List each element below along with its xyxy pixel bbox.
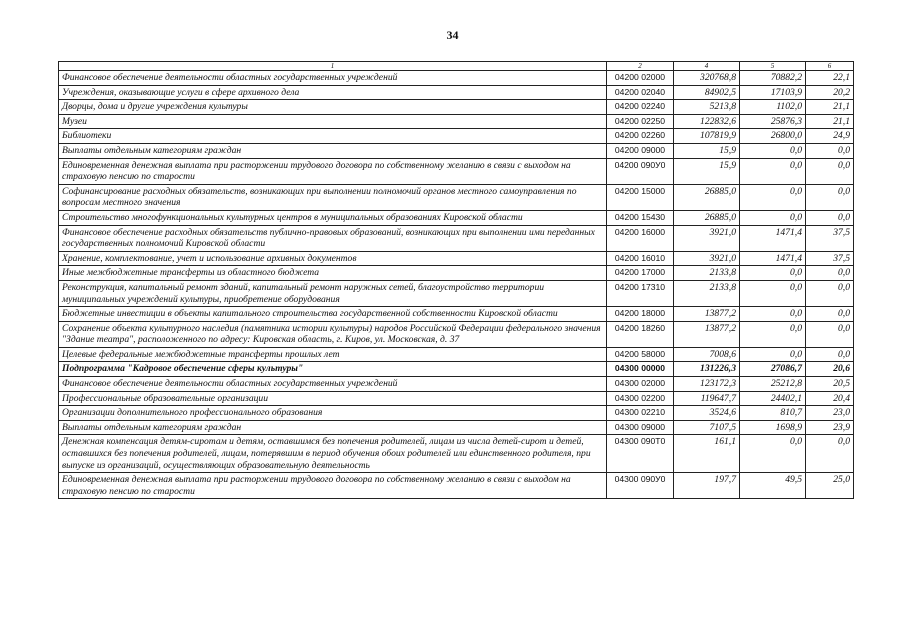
row-name-cell: Иные межбюджетные трансферты из областного бюджета bbox=[59, 266, 607, 281]
row-code-cell: 04200 02250 bbox=[607, 114, 674, 129]
page-number: 34 bbox=[446, 28, 459, 42]
row-value-col6: 0,0 bbox=[806, 307, 854, 322]
row-value-col5: 0,0 bbox=[740, 435, 806, 473]
budget-table bbox=[58, 61, 854, 499]
row-value-col4: 15,9 bbox=[674, 158, 740, 184]
table-row bbox=[59, 143, 854, 158]
row-value-col4: 3921,0 bbox=[674, 251, 740, 266]
row-value-col6: 20,4 bbox=[806, 391, 854, 406]
row-value-col6: 20,2 bbox=[806, 85, 854, 100]
table-row bbox=[59, 251, 854, 266]
row-value-col6: 24,9 bbox=[806, 129, 854, 144]
row-code-cell: 04200 15430 bbox=[607, 210, 674, 225]
table-row bbox=[59, 473, 854, 499]
row-code-cell: 04200 02040 bbox=[607, 85, 674, 100]
row-code-cell: 04200 18000 bbox=[607, 307, 674, 322]
row-code-cell: 04300 090Т0 bbox=[607, 435, 674, 473]
row-value-col4: 26885,0 bbox=[674, 184, 740, 210]
row-value-col5: 1471,4 bbox=[740, 225, 806, 251]
table-row bbox=[59, 184, 854, 210]
row-value-col6: 37,5 bbox=[806, 225, 854, 251]
row-name-cell: Сохранение объекта культурного наследия (памятника истории культуры) народов Российской Федерации федерального значения "Здание театра", расположенного по адресу: Кировская область, г. Киров, ул. Московская, д. 37 bbox=[59, 321, 607, 347]
row-value-col6: 21,1 bbox=[806, 114, 854, 129]
row-value-col4: 7107,5 bbox=[674, 420, 740, 435]
row-code-cell: 04200 02000 bbox=[607, 71, 674, 86]
row-code-cell: 04300 09000 bbox=[607, 420, 674, 435]
row-value-col5: 0,0 bbox=[740, 307, 806, 322]
row-value-col5: 25212,8 bbox=[740, 377, 806, 392]
table-row bbox=[59, 210, 854, 225]
header-col-5: 5 bbox=[740, 62, 806, 71]
row-name-cell: Организации дополнительного профессионального образования bbox=[59, 406, 607, 421]
row-code-cell: 04200 17000 bbox=[607, 266, 674, 281]
row-value-col4: 5213,8 bbox=[674, 100, 740, 115]
row-code-cell: 04200 16010 bbox=[607, 251, 674, 266]
table-row bbox=[59, 362, 854, 377]
row-value-col5: 0,0 bbox=[740, 158, 806, 184]
row-value-col5: 0,0 bbox=[740, 184, 806, 210]
row-name-cell: Денежная компенсация детям-сиротам и детям, оставшимся без попечения родителей, лицам из числа детей-сирот и детей, оставшихся без попечения родителей, лицам, потерявшим в период обучения обоих родителей или единственного родителя, при выпуске из организаций, осуществляющих образовательную деятельность bbox=[59, 435, 607, 473]
header-col-6: 6 bbox=[806, 62, 854, 71]
row-code-cell: 04300 02210 bbox=[607, 406, 674, 421]
row-value-col5: 1698,9 bbox=[740, 420, 806, 435]
row-value-col4: 26885,0 bbox=[674, 210, 740, 225]
table-row bbox=[59, 85, 854, 100]
row-value-col6: 37,5 bbox=[806, 251, 854, 266]
row-value-col5: 17103,9 bbox=[740, 85, 806, 100]
row-value-col4: 320768,8 bbox=[674, 71, 740, 86]
table-row bbox=[59, 100, 854, 115]
row-value-col6: 0,0 bbox=[806, 347, 854, 362]
row-value-col4: 123172,3 bbox=[674, 377, 740, 392]
row-code-cell: 04200 58000 bbox=[607, 347, 674, 362]
row-name-cell: Дворцы, дома и другие учреждения культуры bbox=[59, 100, 607, 115]
row-value-col5: 0,0 bbox=[740, 266, 806, 281]
row-name-cell: Библиотеки bbox=[59, 129, 607, 144]
row-value-col5: 27086,7 bbox=[740, 362, 806, 377]
row-code-cell: 04200 15000 bbox=[607, 184, 674, 210]
row-value-col5: 25876,3 bbox=[740, 114, 806, 129]
row-value-col4: 15,9 bbox=[674, 143, 740, 158]
row-name-cell: Профессиональные образовательные организации bbox=[59, 391, 607, 406]
row-value-col6: 0,0 bbox=[806, 321, 854, 347]
row-code-cell: 04200 16000 bbox=[607, 225, 674, 251]
row-value-col6: 22,1 bbox=[806, 71, 854, 86]
row-value-col6: 21,1 bbox=[806, 100, 854, 115]
row-value-col5: 810,7 bbox=[740, 406, 806, 421]
row-value-col5: 0,0 bbox=[740, 280, 806, 306]
row-name-cell: Софинансирование расходных обязательств, возникающих при выполнении полномочий органов местного самоуправления по вопросам местного значения bbox=[59, 184, 607, 210]
row-value-col6: 0,0 bbox=[806, 210, 854, 225]
row-code-cell: 04200 09000 bbox=[607, 143, 674, 158]
row-value-col4: 119647,7 bbox=[674, 391, 740, 406]
row-value-col4: 2133,8 bbox=[674, 280, 740, 306]
row-value-col4: 2133,8 bbox=[674, 266, 740, 281]
row-code-cell: 04300 090У0 bbox=[607, 473, 674, 499]
row-name-cell: Строительство многофункциональных культурных центров в муниципальных образованиях Кировской области bbox=[59, 210, 607, 225]
row-name-cell: Хранение, комплектование, учет и использование архивных документов bbox=[59, 251, 607, 266]
table-row bbox=[59, 435, 854, 473]
row-code-cell: 04200 02260 bbox=[607, 129, 674, 144]
table-row bbox=[59, 266, 854, 281]
row-value-col4: 7008,6 bbox=[674, 347, 740, 362]
row-value-col5: 0,0 bbox=[740, 143, 806, 158]
header-col-2: 2 bbox=[607, 62, 674, 71]
row-value-col6: 20,6 bbox=[806, 362, 854, 377]
row-name-cell: Финансовое обеспечение расходных обязательств публично-правовых образований, возникающих при выполнении ими переданных государственных полномочий Кировской области bbox=[59, 225, 607, 251]
row-value-col6: 23,9 bbox=[806, 420, 854, 435]
row-name-cell: Подпрограмма "Кадровое обеспечение сферы культуры" bbox=[59, 362, 607, 377]
row-value-col5: 70882,2 bbox=[740, 71, 806, 86]
row-name-cell: Финансовое обеспечение деятельности областных государственных учреждений bbox=[59, 71, 607, 86]
row-code-cell: 04200 17310 bbox=[607, 280, 674, 306]
row-value-col6: 20,5 bbox=[806, 377, 854, 392]
row-code-cell: 04300 00000 bbox=[607, 362, 674, 377]
row-name-cell: Целевые федеральные межбюджетные трансферты прошлых лет bbox=[59, 347, 607, 362]
row-name-cell: Реконструкция, капитальный ремонт зданий, капитальный ремонт наружных сетей, благоустройство территории муниципальных учреждений культуры, приобретение оборудования bbox=[59, 280, 607, 306]
table-row bbox=[59, 114, 854, 129]
row-value-col6: 0,0 bbox=[806, 280, 854, 306]
row-value-col4: 3921,0 bbox=[674, 225, 740, 251]
row-name-cell: Учреждения, оказывающие услуги в сфере архивного дела bbox=[59, 85, 607, 100]
row-code-cell: 04300 02200 bbox=[607, 391, 674, 406]
table-row bbox=[59, 280, 854, 306]
table-row bbox=[59, 420, 854, 435]
row-name-cell: Единовременная денежная выплата при расторжении трудового договора по собственному желанию в связи с выходом на страховую пенсию по старости bbox=[59, 473, 607, 499]
row-name-cell: Бюджетные инвестиции в объекты капитального строительства государственной собственности Кировской области bbox=[59, 307, 607, 322]
row-code-cell: 04200 18260 bbox=[607, 321, 674, 347]
header-col-1: 1 bbox=[59, 62, 607, 71]
row-code-cell: 04200 090У0 bbox=[607, 158, 674, 184]
row-value-col4: 122832,6 bbox=[674, 114, 740, 129]
row-value-col6: 0,0 bbox=[806, 435, 854, 473]
header-row bbox=[59, 62, 854, 71]
table-row bbox=[59, 225, 854, 251]
row-value-col6: 0,0 bbox=[806, 158, 854, 184]
row-value-col4: 3524,6 bbox=[674, 406, 740, 421]
row-name-cell: Музеи bbox=[59, 114, 607, 129]
table-row bbox=[59, 71, 854, 86]
table-row bbox=[59, 158, 854, 184]
table-row bbox=[59, 377, 854, 392]
row-value-col4: 13877,2 bbox=[674, 321, 740, 347]
header-col-4: 4 bbox=[674, 62, 740, 71]
row-value-col5: 0,0 bbox=[740, 347, 806, 362]
row-value-col4: 84902,5 bbox=[674, 85, 740, 100]
table-row bbox=[59, 321, 854, 347]
row-value-col4: 107819,9 bbox=[674, 129, 740, 144]
row-value-col5: 26800,0 bbox=[740, 129, 806, 144]
row-value-col5: 0,0 bbox=[740, 210, 806, 225]
table-row bbox=[59, 347, 854, 362]
row-code-cell: 04200 02240 bbox=[607, 100, 674, 115]
table-row bbox=[59, 307, 854, 322]
table-row bbox=[59, 391, 854, 406]
row-value-col6: 0,0 bbox=[806, 184, 854, 210]
table-row bbox=[59, 406, 854, 421]
row-value-col4: 131226,3 bbox=[674, 362, 740, 377]
row-value-col5: 0,0 bbox=[740, 321, 806, 347]
table-row bbox=[59, 129, 854, 144]
row-name-cell: Выплаты отдельным категориям граждан bbox=[59, 143, 607, 158]
row-value-col4: 13877,2 bbox=[674, 307, 740, 322]
row-value-col6: 0,0 bbox=[806, 266, 854, 281]
row-value-col5: 1102,0 bbox=[740, 100, 806, 115]
row-value-col5: 49,5 bbox=[740, 473, 806, 499]
row-value-col4: 161,1 bbox=[674, 435, 740, 473]
row-name-cell: Выплаты отдельным категориям граждан bbox=[59, 420, 607, 435]
row-value-col6: 0,0 bbox=[806, 143, 854, 158]
row-value-col4: 197,7 bbox=[674, 473, 740, 499]
row-value-col6: 23,0 bbox=[806, 406, 854, 421]
row-code-cell: 04300 02000 bbox=[607, 377, 674, 392]
row-value-col6: 25,0 bbox=[806, 473, 854, 499]
row-name-cell: Единовременная денежная выплата при расторжении трудового договора по собственному желанию в связи с выходом на страховую пенсию по старости bbox=[59, 158, 607, 184]
row-name-cell: Финансовое обеспечение деятельности областных государственных учреждений bbox=[59, 377, 607, 392]
table-body bbox=[59, 71, 854, 499]
row-value-col5: 1471,4 bbox=[740, 251, 806, 266]
row-value-col5: 24402,1 bbox=[740, 391, 806, 406]
